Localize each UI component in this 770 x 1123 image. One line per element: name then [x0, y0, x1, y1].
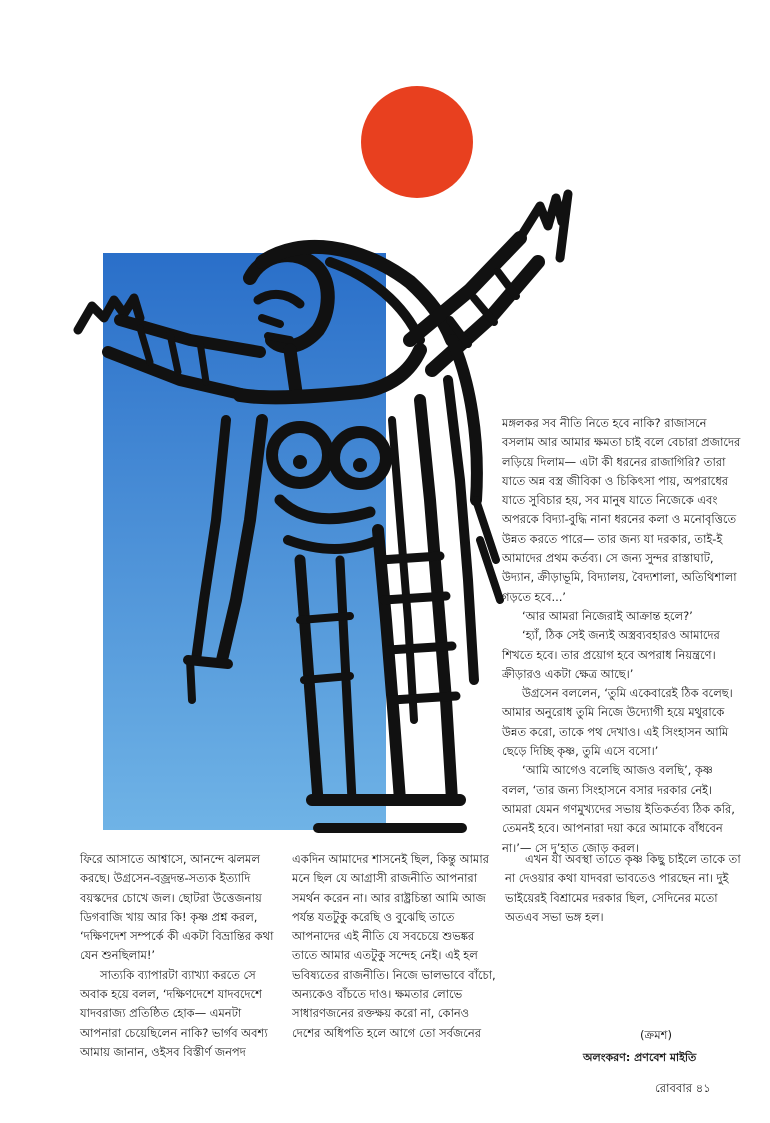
paragraph: ‘আর আমরা নিজেরাই আক্রান্ত হলে?’ — [522, 608, 693, 623]
paragraph: উগ্রসেন বললেন, ‘তুমি একেবারেই ঠিক বলেছ। আমার অনুরোধ তুমি নিজে উদ্যোগী হয়ে মথুরাকে উন্নত করো, তাকে পথ দেখাও। এই সিংহাসন আমি ছেড়ে দিচ্ছি কৃষ্ণ, তুমি এসে বসো।’ — [502, 686, 733, 759]
sun — [361, 86, 473, 198]
to-be-continued-note: (ক্রমশ) — [640, 1028, 673, 1042]
paragraph: ফিরে আসাতে আশ্বাসে, আনন্দে ঝলমল করছে। উগ্রসেন-বজ্রদন্ত-সত্যক ইত্যাদি বয়স্কদের চোখে জল। ছোটরা উত্তেজনায় ডিগবাজি খায় আর কি! কৃষ্ণ প্রশ্ন করল, ‘দক্ষিণদেশ সম্পর্কে কী একটা বিভ্রান্তির কথা যেন শুনছিলাম!’ — [80, 852, 274, 963]
paragraph: মঙ্গলকর সব নীতি নিতে হবে নাকি? রাজাসনে বসলাম আর আমার ক্ষমতা চাই বলে বেচারা প্রজাদের লড়িয়ে দিলাম— এটা কী ধরনের রাজাগিরি? তারা যাতে অন্ন বস্ত্র জীবিকা ও চিকিৎসা পায়, অপরাধের যাতে সুবিচার হয়, সব মানুষ যাতে নিজেকে এবং অপরকে বিদ্যা-বুদ্ধি নানা ধরনের কলা ও মনোবৃত্তিতে উন্নত করতে পারে— তার জন্য যা দরকার, তাই-ই আমাদের প্রথম কর্তব্য। সে জন্য সুন্দর রাস্তাঘাট, উদ্যান, ক্রীড়াভূমি, বিদ্যালয়, বৈদ্যশালা, অতিথিশালা গড়তে হবে...’ — [502, 416, 741, 604]
page-footer: রোববার ৪১ — [655, 1081, 711, 1095]
right-text-column — [502, 414, 742, 858]
illustration-credit: অলংকরণ: প্রণবেশ মাইতি — [583, 1051, 697, 1064]
bottom-text-column-3 — [505, 850, 743, 927]
paragraph: এখন যা অবস্থা তাতে কৃষ্ণ কিছু চাইলে তাকে তা না দেওয়ার কথা যাদবরা ভাবতেও পারছেন না। দুই ভাইয়েরই বিশ্রামের দরকার ছিল, সেদিনের মতো অতএব সভা ভঙ্গ হল। — [505, 852, 741, 924]
paragraph: ‘হ্যাঁ, ঠিক সেই জন্যই অস্ত্রব্যবহারও আমাদের শিখতে হবে। তার প্রয়োগ হবে অপরাধ নিয়ন্ত্রণে। ক্রীড়ারও একটা ক্ষেত্র আছে।’ — [502, 628, 720, 681]
paragraph: ‘আমি আগেও বলেছি আজও বলছি’, কৃষ্ণ বলল, ‘তার জন্য সিংহাসনে বসার দরকার নেই। আমরা যেমন গণমুখ্যদের সভায় ইতিকর্তব্য ঠিক করি, তেমনই হবে। আপনারা দয়া করে আমাকে বাঁধবেন না।’— সে দু’হাত জোড় করল। — [502, 763, 735, 855]
bottom-text-column-2 — [292, 850, 497, 1043]
paragraph: সাত্যকি ব্যাপারটা ব্যাখ্যা করতে সে অবাক হয়ে বলল, ‘দক্ষিণদেশে যাদবদেশে যাদবরাজ্য প্রতিষ্ঠিত হোক— এমনটা আপনারা চেয়েছিলেন নাকি? ভার্গব অবশ্য আমায় জানান, ওইসব বিস্তীর্ণ জনপদ — [80, 967, 268, 1059]
paragraph: একদিন আমাদের শাসনেই ছিল, কিন্তু আমার মনে ছিল যে আগ্রাসী রাজনীতি আপনারা সমর্থন করেন না। আর রাষ্ট্রচিন্তা আমি আজ পর্যন্ত যতটুকু করেছি ও বুঝেছি তাতে আপনাদের এই নীতি যে সবচেয়ে শুভঙ্কর তাতে আমার এতটুকু সন্দেহ নেই। এই হল ভবিষ্যতের রাজনীতি। নিজে ভালভাবে বাঁচো, অন্যকেও বাঁচতে দাও। ক্ষমতার লোভে সাধারণজনের রক্তক্ষয় করো না, কোনও দেশের অধিপতি হলে আগে তো সর্বজনের — [292, 852, 496, 1040]
bottom-text-column-1 — [80, 850, 280, 1062]
